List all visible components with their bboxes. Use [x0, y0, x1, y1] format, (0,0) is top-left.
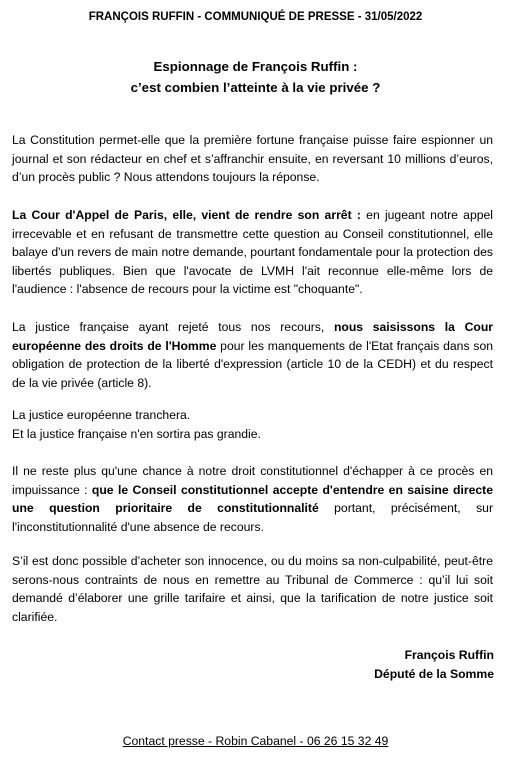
paragraph-1: La Constitution permet-elle que la première fortune française puisse faire espionner un journal et son rédacteur en chef et s’affranchir ensuite, en reversant 10 millions d’euros, d’un procès public ? Nous attendons toujours la réponse. [12, 133, 493, 184]
paragraph-4 [12, 406, 493, 443]
signature-name: François Ruffin [404, 648, 494, 662]
signature-role: Député de la Somme [374, 667, 494, 681]
paragraph-2-text: en jugeant notre appel irrecevable et en refusant de transmettre cette question au Conseil constitutionnel, elle balaye d'un revers de main notre demande, pourtant fondamentale pour la protection des libertés publiques. Bien que l'avocate de LVMH l'ait reconnue elle-même lors de l'audience : l'absence de recours pour la victime est "choquante". [12, 208, 493, 296]
paragraph-3-bold: nous saisissons la Cour européenne des droits de l'Homme [12, 320, 494, 353]
paragraph-5-text-end: portant, précisément, sur l'inconstitutionnalité d'une absence de recours. [12, 501, 493, 534]
paragraph-2-bold: La Cour d'Appel de Paris, elle, vient de rendre son arrêt : [12, 208, 361, 222]
paragraph-5-bold: que le Conseil constitutionnel accepte d'entendre en saisine directe une question prioritaire de constitutionnalité [12, 482, 493, 515]
document-title [0, 56, 511, 98]
paragraph-3-text-end: pour les manquements de l'Etat français dans son obligation de protection de la liberté d'expression (article 10 de la CEDH) et du respect de la vie privée (article 8). [12, 338, 493, 390]
paragraph-5-text-start: Il ne reste plus qu'une chance à notre droit constitutionnel d'échapper à ce procès en impuissance : [12, 464, 493, 497]
paragraph-2 [12, 206, 493, 299]
press-contact [0, 734, 511, 748]
title-line-1: Espionnage de François Ruffin : [153, 59, 358, 74]
paragraph-5 [12, 462, 493, 536]
paragraph-6: S’il est donc possible d’acheter son innocence, ou du moins sa non-culpabilité, peut-être serons-nous contraints de nous en remettre au Tribunal de Commerce : qu’il lui soit demandé d’élaborer une grille tarifaire et ainsi, que la tarification de notre justice soit clarifiée. [12, 554, 493, 624]
paragraph-4-line-2: Et la justice française n'en sortira pas grandie. [12, 426, 261, 441]
signature-block [374, 646, 494, 684]
paragraph-3 [12, 318, 493, 392]
press-contact-link[interactable]: Contact presse - Robin Cabanel - 06 26 15 32 49 [122, 734, 389, 748]
paragraph-4-line-1: La justice européenne tranchera. [12, 408, 191, 422]
press-release-header: FRANÇOIS RUFFIN - COMMUNIQUÉ DE PRESSE - 31/05/2022 [88, 11, 423, 23]
paragraph-3-text-start: La justice française ayant rejeté tous nos recours, [12, 320, 334, 334]
title-line-2: c’est combien l’atteinte à la vie privée ? [130, 80, 381, 95]
